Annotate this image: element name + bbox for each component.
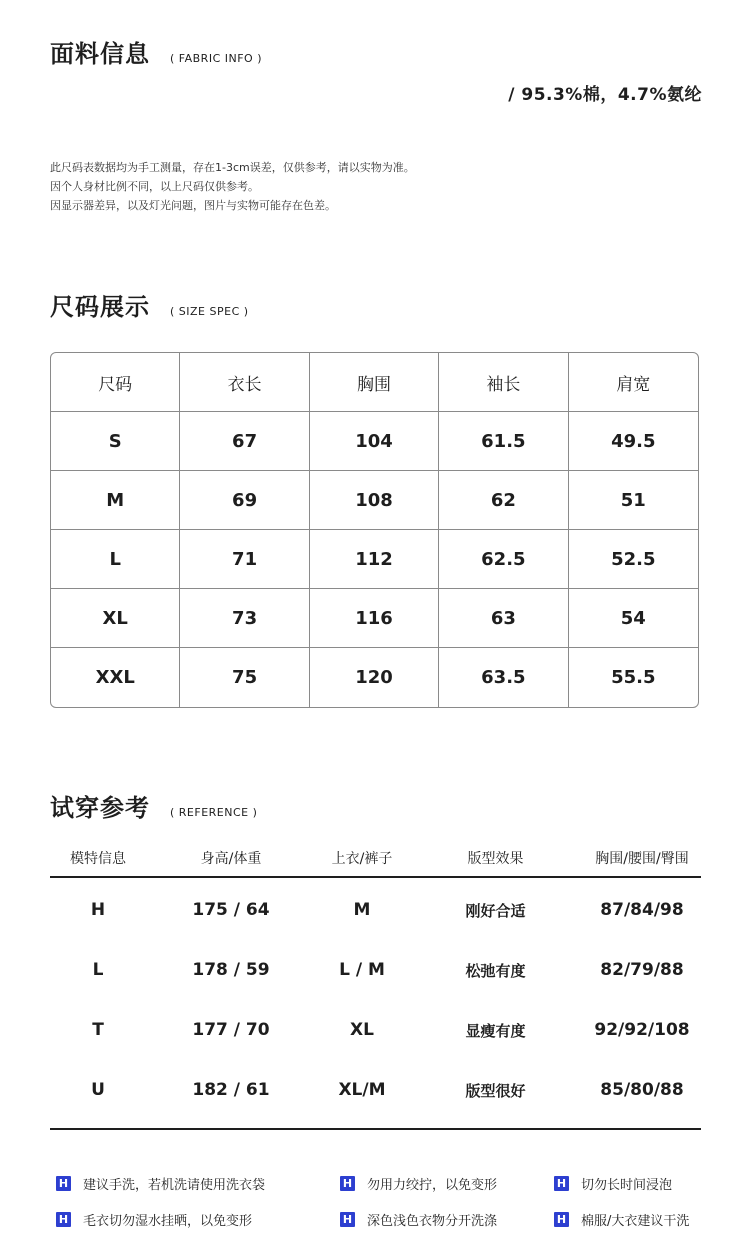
care-item [340,1210,554,1229]
height-weight: 177 / 70 [192,1020,270,1040]
h-badge-icon: H [340,1176,355,1191]
column-header: 胸围/腰围/臀围 [595,851,689,867]
table-cell: XXL [51,648,180,707]
table-row [51,412,698,471]
table-cell: 67 [180,412,309,471]
table-cell: 55.5 [611,667,656,688]
table-cell: 63 [439,589,568,648]
table-cell: M [51,471,180,530]
care-item [554,1174,716,1193]
table-row [50,1060,701,1120]
table-header-row [51,353,698,412]
fit-effect: 松弛有度 [465,961,526,980]
reference-heading [50,788,257,823]
table-cell: 63.5 [439,648,568,707]
section-subtitle: ( SIZE SPEC ) [170,305,249,318]
care-item [340,1174,554,1193]
table-cell: 116 [310,589,439,648]
table-cell: 112 [310,530,439,589]
size-table [50,352,699,708]
note-line: 因个人身材比例不同，以上尺码仅供参考。 [50,180,259,193]
care-item [56,1210,340,1229]
column-header: 模特信息 [70,851,126,867]
table-row [50,880,701,940]
table-row [51,589,698,648]
table-cell: 73 [180,589,309,648]
care-item [56,1174,340,1193]
fit-effect: 显瘦有度 [465,1021,526,1040]
column-header: 版型效果 [467,851,524,867]
height-weight: 178 / 59 [192,960,270,980]
reference-table-body [50,880,701,1130]
table-row [51,471,698,530]
table-cell: 49.5 [569,412,698,471]
care-text: 深色浅色衣物分开洗涤 [367,1214,498,1229]
h-badge-icon: H [340,1212,355,1227]
model-name: H [90,900,106,920]
table-cell: L [51,530,180,589]
fabric-composition: / 95.3%棉，4.7%氨纶 [508,85,702,105]
care-text: 勿用力绞拧，以免变形 [367,1178,498,1193]
note-line: 此尺码表数据均为手工测量，存在1-3cm误差，仅供参考，请以实物为准。 [50,161,415,174]
measurement-notes [50,158,415,215]
h-badge-icon: H [554,1176,569,1191]
column-header: 上衣/裤子 [331,851,393,867]
table-cell: 61.5 [439,412,568,471]
table-row [51,648,698,707]
table-cell: 69 [180,471,309,530]
note-line: 因显示器差异，以及灯光问题，图片与实物可能存在色差。 [50,199,336,212]
top-bottom-size: XL [350,1020,374,1040]
care-text: 建议手洗，若机洗请使用洗衣袋 [83,1178,266,1193]
section-subtitle: ( FABRIC INFO ) [170,52,262,65]
table-cell: 62 [439,471,568,530]
reference-header-row [50,848,701,878]
care-row [56,1174,716,1210]
section-subtitle: ( REFERENCE ) [170,806,258,819]
column-header: 衣长 [180,353,309,412]
model-name: L [92,960,104,980]
table-cell: 75 [180,648,309,707]
column-header: 肩宽 [569,353,698,412]
table-row [50,1000,701,1060]
height-weight: 175 / 64 [192,900,270,920]
table-row [51,530,698,589]
table-cell: S [51,412,180,471]
column-header: 袖长 [439,353,568,412]
fit-effect: 刚好合适 [465,901,526,920]
table-cell: 52.5 [569,530,698,589]
table-cell: 71 [180,530,309,589]
body-measurements: 85/80/88 [600,1080,684,1100]
size-spec-heading [50,287,249,322]
care-text: 棉服/大衣建议干洗 [581,1214,690,1229]
table-cell: 120 [310,648,439,707]
table-row [50,940,701,1000]
height-weight: 182 / 61 [192,1080,270,1100]
care-row [56,1210,716,1246]
fit-effect: 版型很好 [465,1081,526,1100]
care-text: 切勿长时间浸泡 [581,1178,673,1193]
care-item [554,1210,716,1229]
column-header: 胸围 [310,353,439,412]
care-text: 毛衣切勿湿水挂晒，以免变形 [83,1214,253,1229]
model-name: U [91,1080,105,1100]
table-cell: 62.5 [439,530,568,589]
h-badge-icon: H [554,1212,569,1227]
column-header: 身高/体重 [200,851,262,867]
section-title: 试穿参考 [50,794,150,822]
table-cell: 51 [569,471,698,530]
h-badge-icon: H [56,1176,71,1191]
h-badge-icon: H [56,1212,71,1227]
care-instructions [56,1174,716,1246]
body-measurements: 92/92/108 [594,1020,690,1040]
table-cell: 108 [310,471,439,530]
body-measurements: 87/84/98 [600,900,684,920]
table-cell: 104 [310,412,439,471]
column-header: 尺码 [51,353,180,412]
model-name: T [92,1020,104,1040]
table-cell: 54 [569,589,698,648]
fabric-info-heading [50,34,262,69]
body-measurements: 82/79/88 [600,960,684,980]
section-title: 尺码展示 [50,293,150,321]
top-bottom-size: M [353,900,371,920]
top-bottom-size: L / M [339,960,385,980]
table-cell: XL [51,589,180,648]
top-bottom-size: XL/M [338,1080,386,1100]
section-title: 面料信息 [50,40,150,68]
